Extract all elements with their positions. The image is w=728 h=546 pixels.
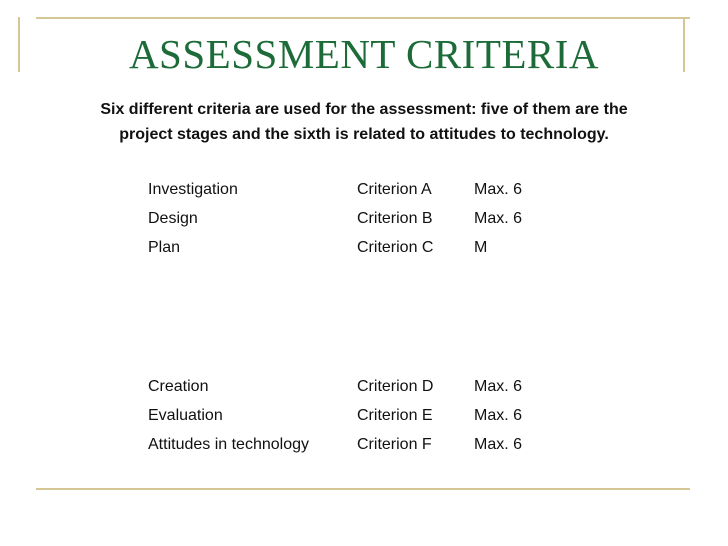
criteria-label: Criterion A: [357, 181, 432, 198]
criteria-label: Criterion C: [357, 239, 434, 256]
criteria-row-creation: [0, 375, 728, 399]
criteria-row-plan: [0, 236, 728, 260]
criteria-max: Max. 6: [474, 407, 523, 424]
criteria-max: Max. 6: [474, 436, 523, 453]
frame-bottom-line: [36, 488, 690, 490]
criteria-name: Investigation: [148, 181, 238, 198]
criteria-label: Criterion D: [357, 378, 434, 395]
intro-line-1: Six different criteria are used for the assessment: five of them are the: [100, 101, 628, 118]
criteria-row-evaluation: [0, 404, 728, 428]
criteria-name: Evaluation: [148, 407, 223, 424]
frame-top-line: [36, 17, 690, 19]
criteria-name: Attitudes in technology: [148, 436, 309, 453]
criteria-row-investigation: [0, 178, 728, 202]
criteria-row-attitudes: [0, 433, 728, 457]
criteria-max: Max. 6: [474, 210, 523, 227]
criteria-max: Max. 6: [474, 378, 523, 395]
criteria-name: Creation: [148, 378, 209, 395]
criteria-name: Design: [148, 210, 198, 227]
criteria-name: Plan: [148, 239, 181, 256]
slide-title: ASSESSMENT CRITERIA: [128, 31, 600, 77]
criteria-max: M: [474, 239, 488, 256]
criteria-row-design: [0, 207, 728, 231]
criteria-label: Criterion F: [357, 436, 432, 453]
intro-line-2: project stages and the sixth is related to attitudes to technology.: [119, 126, 609, 143]
criteria-max: Max. 6: [474, 181, 523, 198]
criteria-label: Criterion B: [357, 210, 433, 227]
intro-text: [52, 97, 676, 147]
criteria-label: Criterion E: [357, 407, 433, 424]
